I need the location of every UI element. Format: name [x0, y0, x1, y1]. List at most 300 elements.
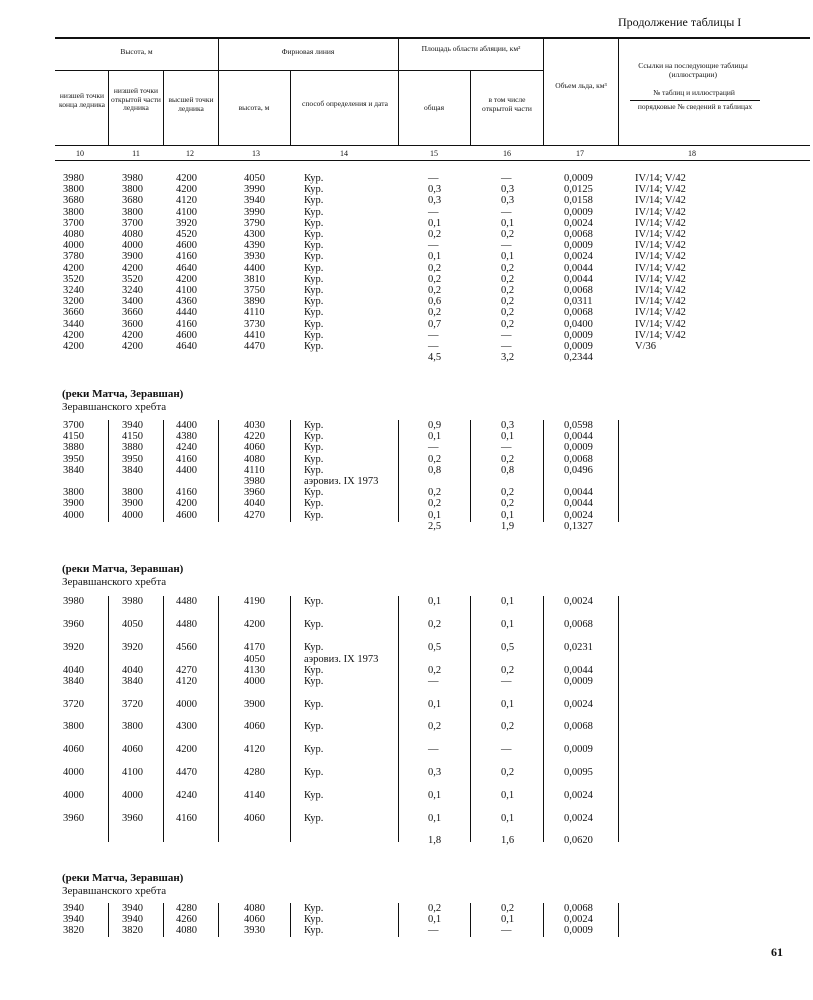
- cell-method: Кур.: [304, 240, 324, 252]
- cell-method: Кур.: [304, 229, 324, 240]
- cell-area-open: —: [501, 240, 512, 252]
- cell-method: Кур.: [304, 914, 324, 926]
- table-row: [0, 195, 813, 206]
- table-row: [0, 596, 813, 607]
- group-firn-label: Фирновая линия: [281, 47, 335, 56]
- cell-refs: V/36: [635, 341, 656, 352]
- cell-low-end: 4150: [63, 431, 84, 443]
- cell-firn-height: 4300: [244, 229, 265, 240]
- cell-low-open: 3800: [122, 487, 143, 499]
- cell-method: Кур.: [304, 767, 324, 778]
- cell-high-point: 4260: [176, 914, 197, 926]
- cell-low-open: 4040: [122, 665, 143, 676]
- cell-method: Кур.: [304, 273, 324, 285]
- cell-low-open: 3720: [122, 699, 143, 710]
- cell-high-point: 3920: [176, 217, 197, 229]
- cell-refs: IV/14; V/42: [635, 285, 686, 296]
- cell-area-open: 0,1: [501, 914, 515, 926]
- cell-method: Кур.: [304, 217, 324, 229]
- cell-area-open: 0,2: [501, 307, 515, 319]
- table-row: [0, 676, 813, 687]
- table-row: [0, 699, 813, 710]
- group-refs-label: Ссылки на последующие таблицы (иллюстрации): [638, 61, 748, 79]
- table-row: [0, 476, 813, 487]
- cell-method: Кур.: [304, 596, 324, 607]
- cell-firn-height: 4110: [244, 307, 265, 319]
- cell-area-open: 0,3: [501, 184, 515, 196]
- cell-high-point: 4300: [176, 721, 197, 732]
- cell-high-point: 4440: [176, 307, 197, 319]
- cell-ice-volume: 0,0311: [564, 296, 593, 308]
- refs-bottom-label: порядковые № сведений в таблицах: [637, 102, 753, 111]
- table-row: [0, 184, 813, 195]
- cell-firn-height: 4040: [244, 498, 265, 510]
- cell-low-end: 4200: [63, 329, 84, 341]
- cell-area-total: 0,2: [428, 453, 442, 465]
- cell-ice-volume: 0,0068: [564, 903, 593, 914]
- table-row: [0, 274, 813, 285]
- cell-low-end: 3880: [63, 442, 84, 454]
- cell-ice-volume: 0,0044: [564, 262, 593, 274]
- cell-area-total: 2,5: [428, 520, 442, 532]
- cell-area-total: 0,2: [428, 262, 442, 274]
- cell-method: Кур.: [304, 453, 324, 465]
- column-rule: [218, 903, 219, 937]
- cell-area-total: 0,8: [428, 464, 442, 476]
- cell-high-point: 4200: [176, 273, 197, 285]
- cell-firn-height: 4050: [244, 654, 265, 665]
- cell-high-point: 4380: [176, 431, 197, 443]
- group-height-rule: [55, 70, 218, 71]
- cell-method: Кур.: [304, 509, 324, 521]
- cell-area-total: —: [428, 341, 439, 352]
- cell-ice-volume: 0,0024: [564, 699, 593, 710]
- cell-high-point: 4160: [176, 318, 197, 330]
- table-row: [0, 263, 813, 274]
- cell-method: Кур.: [304, 744, 324, 755]
- cell-refs: IV/14; V/42: [635, 262, 686, 274]
- cell-low-end: 3960: [63, 619, 84, 630]
- table-row: [0, 207, 813, 218]
- cell-area-open: 0,2: [501, 296, 515, 308]
- cell-low-open: 3240: [122, 285, 143, 296]
- colnum-17: 17: [576, 149, 584, 158]
- cell-low-end: 3820: [63, 925, 84, 937]
- page-number: 61: [771, 945, 783, 959]
- cell-method: Кур.: [304, 699, 324, 710]
- cell-low-open: 4080: [122, 229, 143, 240]
- cell-firn-height: 3810: [244, 273, 265, 285]
- cell-firn-height: 4280: [244, 767, 265, 778]
- cell-refs: IV/14; V/42: [635, 240, 686, 252]
- cell-high-point: 4400: [176, 420, 197, 431]
- cell-low-open: 4200: [122, 329, 143, 341]
- cell-method: Кур.: [304, 329, 324, 341]
- cell-area-open: 0,2: [501, 273, 515, 285]
- cell-low-end: 3840: [63, 676, 84, 687]
- col11-label: низшей точки открытой части ледника: [111, 86, 161, 112]
- colnum-15: 15: [430, 149, 438, 158]
- cell-low-end: 3900: [63, 498, 84, 510]
- table-row: [0, 790, 813, 801]
- cell-method: Кур.: [304, 420, 324, 431]
- column-rule: [163, 420, 164, 522]
- cell-firn-height: 3900: [244, 699, 265, 710]
- hdr-v2: [163, 70, 164, 145]
- cell-low-open: 4050: [122, 619, 143, 630]
- cell-low-open: 3900: [122, 251, 143, 263]
- column-rule: [108, 903, 109, 937]
- cell-firn-height: 4060: [244, 721, 265, 732]
- cell-high-point: 4600: [176, 509, 197, 521]
- cell-low-open: 3660: [122, 307, 143, 319]
- cell-area-total: 0,2: [428, 273, 442, 285]
- cell-low-open: 4000: [122, 509, 143, 521]
- cell-high-point: 4600: [176, 240, 197, 252]
- cell-method: Кур.: [304, 721, 324, 732]
- table-row: [0, 341, 813, 352]
- cell-area-open: 0,1: [501, 596, 515, 607]
- cell-low-end: 3700: [63, 420, 84, 431]
- table-row: [0, 914, 813, 925]
- table-row: [0, 251, 813, 262]
- table-row: [0, 721, 813, 732]
- cell-firn-height: 4140: [244, 790, 265, 801]
- block3-subtitle: Зеравшанского хребта: [62, 576, 167, 588]
- group-area-label: Площадь области абляции, км²: [421, 44, 521, 53]
- cell-ice-volume: 0,0068: [564, 285, 593, 296]
- column-rule: [470, 596, 471, 842]
- cell-firn-height: 3730: [244, 318, 265, 330]
- cell-area-open: —: [501, 206, 512, 218]
- cell-method: Кур.: [304, 498, 324, 510]
- refs-top-label: № таблиц и иллюстраций: [653, 88, 735, 97]
- cell-refs: IV/14; V/42: [635, 195, 686, 207]
- table-row: [0, 240, 813, 251]
- colnum-13: 13: [252, 149, 260, 158]
- cell-low-open: 3800: [122, 184, 143, 196]
- colnum-14: 14: [340, 149, 348, 158]
- cell-high-point: 4160: [176, 487, 197, 499]
- cell-area-open: 0,1: [501, 217, 515, 229]
- cell-area-total: —: [428, 173, 439, 184]
- cell-refs: IV/14; V/42: [635, 296, 686, 308]
- cell-firn-height: 3750: [244, 285, 265, 296]
- cell-firn-height: 3890: [244, 296, 265, 308]
- cell-area-open: —: [501, 341, 512, 352]
- cell-ice-volume: 0,0009: [564, 442, 593, 454]
- cell-low-open: 4060: [122, 744, 143, 755]
- table-row: [0, 665, 813, 676]
- cell-ice-volume: 0,0009: [564, 173, 593, 184]
- cell-low-end: 3780: [63, 251, 84, 263]
- table-row: [0, 330, 813, 341]
- cell-low-end: 4000: [63, 240, 84, 252]
- cell-firn-height: 4400: [244, 262, 265, 274]
- cell-area-open: 0,1: [501, 619, 515, 630]
- cell-area-total: —: [428, 744, 439, 755]
- col17-label: Объем льда, км³: [555, 81, 607, 90]
- cell-area-open: 0,1: [501, 699, 515, 710]
- cell-area-total: 0,2: [428, 307, 442, 319]
- cell-low-end: 3200: [63, 296, 84, 308]
- cell-method: Кур.: [304, 676, 324, 687]
- table-row: [0, 442, 813, 453]
- cell-method: Кур.: [304, 487, 324, 499]
- cell-firn-height: 4060: [244, 813, 265, 824]
- total-row: [0, 352, 813, 363]
- cell-firn-height: 4220: [244, 431, 265, 443]
- cell-low-end: 4200: [63, 262, 84, 274]
- cell-area-total: 0,1: [428, 790, 442, 801]
- block2-subtitle: Зеравшанского хребта: [62, 401, 167, 413]
- cell-low-open: 3980: [122, 596, 143, 607]
- cell-low-open: 3700: [122, 217, 143, 229]
- cell-ice-volume: 0,0095: [564, 767, 593, 778]
- cell-area-open: 0,1: [501, 431, 515, 443]
- cell-area-total: 0,1: [428, 509, 442, 521]
- cell-firn-height: 4170: [244, 642, 265, 653]
- cell-high-point: 4470: [176, 767, 197, 778]
- cell-area-open: 0,1: [501, 790, 515, 801]
- cell-method: Кур.: [304, 285, 324, 296]
- cell-high-point: 4520: [176, 229, 197, 240]
- block2-title: (реки Матча, Зеравшан): [62, 388, 184, 400]
- col13-label: высота, м: [238, 103, 270, 112]
- cell-ice-volume: 0,2344: [564, 352, 593, 364]
- cell-area-open: 0,2: [501, 318, 515, 330]
- table-row: [0, 420, 813, 431]
- table-row: [0, 229, 813, 240]
- cell-firn-height: 4030: [244, 420, 265, 431]
- cell-area-total: —: [428, 206, 439, 218]
- table-row: [0, 307, 813, 318]
- cell-low-end: 3680: [63, 195, 84, 207]
- cell-ice-volume: 0,0231: [564, 642, 593, 653]
- cell-refs: IV/14; V/42: [635, 229, 686, 240]
- cell-area-open: 0,2: [501, 903, 515, 914]
- cell-area-total: 0,9: [428, 420, 442, 431]
- cell-ice-volume: 0,0009: [564, 676, 593, 687]
- cell-firn-height: 4110: [244, 464, 265, 476]
- table-row: [0, 431, 813, 442]
- table-row: [0, 487, 813, 498]
- column-rule: [398, 596, 399, 842]
- cell-firn-height: 3930: [244, 925, 265, 937]
- cell-firn-height: 3940: [244, 195, 265, 207]
- cell-method: Кур.: [304, 431, 324, 443]
- cell-area-open: —: [501, 173, 512, 184]
- cell-ice-volume: 0,0044: [564, 273, 593, 285]
- cell-low-end: 4000: [63, 790, 84, 801]
- cell-high-point: 4000: [176, 699, 197, 710]
- cell-low-open: 4000: [122, 240, 143, 252]
- column-rule: [290, 903, 291, 937]
- table-row: [0, 218, 813, 229]
- cell-ice-volume: 0,0024: [564, 596, 593, 607]
- cell-high-point: 4560: [176, 642, 197, 653]
- cell-low-end: 4000: [63, 509, 84, 521]
- cell-high-point: 4270: [176, 665, 197, 676]
- cell-ice-volume: 0,0009: [564, 240, 593, 252]
- cell-firn-height: 4080: [244, 453, 265, 465]
- cell-high-point: 4200: [176, 184, 197, 196]
- cell-area-open: 0,2: [501, 767, 515, 778]
- cell-low-open: 3800: [122, 721, 143, 732]
- colnum-11: 11: [132, 149, 140, 158]
- cell-area-open: 0,2: [501, 453, 515, 465]
- cell-low-end: 4060: [63, 744, 84, 755]
- column-rule: [470, 420, 471, 522]
- cell-low-open: 3880: [122, 442, 143, 454]
- hdr-v5: [398, 38, 399, 145]
- cell-method: Кур.: [304, 464, 324, 476]
- table-row: [0, 173, 813, 184]
- cell-area-total: 0,2: [428, 285, 442, 296]
- cell-area-open: 0,2: [501, 285, 515, 296]
- cell-refs: IV/14; V/42: [635, 307, 686, 319]
- cell-low-end: 3800: [63, 487, 84, 499]
- cell-area-open: 0,1: [501, 509, 515, 521]
- cell-ice-volume: 0,0044: [564, 498, 593, 510]
- cell-ice-volume: 0,0009: [564, 329, 593, 341]
- cell-area-open: 0,2: [501, 487, 515, 499]
- column-rule: [163, 596, 164, 842]
- cell-method: Кур.: [304, 665, 324, 676]
- cell-low-open: 3800: [122, 206, 143, 218]
- cell-low-end: 3940: [63, 914, 84, 926]
- cell-low-open: 3400: [122, 296, 143, 308]
- cell-high-point: 4200: [176, 498, 197, 510]
- cell-area-open: 0,1: [501, 251, 515, 263]
- cell-refs: IV/14; V/42: [635, 184, 686, 196]
- cell-ice-volume: 0,0009: [564, 925, 593, 937]
- cell-low-end: 3440: [63, 318, 84, 330]
- cell-firn-height: 4080: [244, 903, 265, 914]
- cell-ice-volume: 0,0068: [564, 307, 593, 319]
- col16-label: в том числе открытой части: [482, 95, 532, 113]
- cell-area-total: —: [428, 925, 439, 937]
- header-mid-rule: [55, 145, 810, 146]
- cell-area-open: 0,2: [501, 498, 515, 510]
- cell-firn-height: 3960: [244, 487, 265, 499]
- cell-low-end: 3800: [63, 184, 84, 196]
- cell-high-point: 4480: [176, 619, 197, 630]
- cell-area-total: 0,1: [428, 914, 442, 926]
- total-row: [0, 835, 813, 846]
- cell-area-total: 0,1: [428, 431, 442, 443]
- cell-low-end: 4040: [63, 665, 84, 676]
- cell-method: Кур.: [304, 262, 324, 274]
- cell-area-open: 0,2: [501, 229, 515, 240]
- cell-area-open: 0,5: [501, 642, 515, 653]
- colnum-12: 12: [186, 149, 194, 158]
- cell-area-open: —: [501, 676, 512, 687]
- cell-area-open: 1,6: [501, 835, 515, 846]
- table-row: [0, 767, 813, 778]
- cell-low-open: 3940: [122, 903, 143, 914]
- hdr-v6: [470, 70, 471, 145]
- cell-area-total: 1,8: [428, 835, 442, 846]
- cell-low-open: 4150: [122, 431, 143, 443]
- cell-high-point: 4480: [176, 596, 197, 607]
- cell-ice-volume: 0,0009: [564, 744, 593, 755]
- cell-area-open: —: [501, 442, 512, 454]
- block4-subtitle: Зеравшанского хребта: [62, 885, 167, 897]
- cell-ice-volume: 0,0620: [564, 835, 593, 846]
- cell-low-end: 3720: [63, 699, 84, 710]
- cell-ice-volume: 0,0068: [564, 453, 593, 465]
- cell-area-total: 0,2: [428, 619, 442, 630]
- column-rule: [108, 420, 109, 522]
- cell-method: Кур.: [304, 184, 324, 196]
- cell-ice-volume: 0,0024: [564, 251, 593, 263]
- cell-area-total: 0,7: [428, 318, 442, 330]
- column-rule: [470, 903, 471, 937]
- hdr-v7: [543, 38, 544, 145]
- table-row: [0, 498, 813, 509]
- column-rule: [398, 420, 399, 522]
- cell-low-open: 4000: [122, 790, 143, 801]
- cell-area-total: 0,1: [428, 251, 442, 263]
- cell-low-end: 4000: [63, 767, 84, 778]
- cell-firn-height: 4390: [244, 240, 265, 252]
- cell-area-open: —: [501, 744, 512, 755]
- cell-low-open: 3680: [122, 195, 143, 207]
- hdr-v1: [108, 70, 109, 145]
- col10-label: низшей точки конца ледника: [59, 91, 105, 109]
- block3-title: (реки Матча, Зеравшан): [62, 563, 184, 575]
- cell-firn-height: 3990: [244, 206, 265, 218]
- block4-title: (реки Матча, Зеравшан): [62, 872, 184, 884]
- cell-ice-volume: 0,0009: [564, 206, 593, 218]
- cell-method: Кур.: [304, 642, 324, 653]
- column-rule: [543, 596, 544, 842]
- column-rule: [543, 903, 544, 937]
- cell-area-total: —: [428, 442, 439, 454]
- cell-high-point: 4160: [176, 813, 197, 824]
- cell-method: Кур.: [304, 307, 324, 319]
- cell-low-open: 3520: [122, 273, 143, 285]
- cell-firn-height: 3790: [244, 217, 265, 229]
- column-rule: [618, 420, 619, 522]
- cell-method: Кур.: [304, 251, 324, 263]
- refs-rule: [630, 100, 760, 101]
- cell-high-point: 4080: [176, 925, 197, 937]
- cell-ice-volume: 0,0024: [564, 509, 593, 521]
- column-rule: [618, 903, 619, 937]
- cell-method: Кур.: [304, 296, 324, 308]
- cell-area-total: 0,1: [428, 813, 442, 824]
- cell-high-point: 4200: [176, 744, 197, 755]
- cell-area-total: 0,2: [428, 903, 442, 914]
- cell-high-point: 4400: [176, 464, 197, 476]
- cell-ice-volume: 0,0024: [564, 790, 593, 801]
- cell-method: Кур.: [304, 903, 324, 914]
- cell-area-open: 0,3: [501, 195, 515, 207]
- cell-area-open: 0,2: [501, 262, 515, 274]
- cell-low-end: 3980: [63, 596, 84, 607]
- cell-firn-height: 4200: [244, 619, 265, 630]
- cell-area-open: 1,9: [501, 520, 515, 532]
- cell-ice-volume: 0,0598: [564, 420, 593, 431]
- cell-ice-volume: 0,0496: [564, 464, 593, 476]
- group-firn-rule: [218, 70, 398, 71]
- cell-high-point: 4120: [176, 676, 197, 687]
- cell-refs: IV/14; V/42: [635, 206, 686, 218]
- cell-firn-height: 4270: [244, 509, 265, 521]
- cell-area-total: 0,2: [428, 498, 442, 510]
